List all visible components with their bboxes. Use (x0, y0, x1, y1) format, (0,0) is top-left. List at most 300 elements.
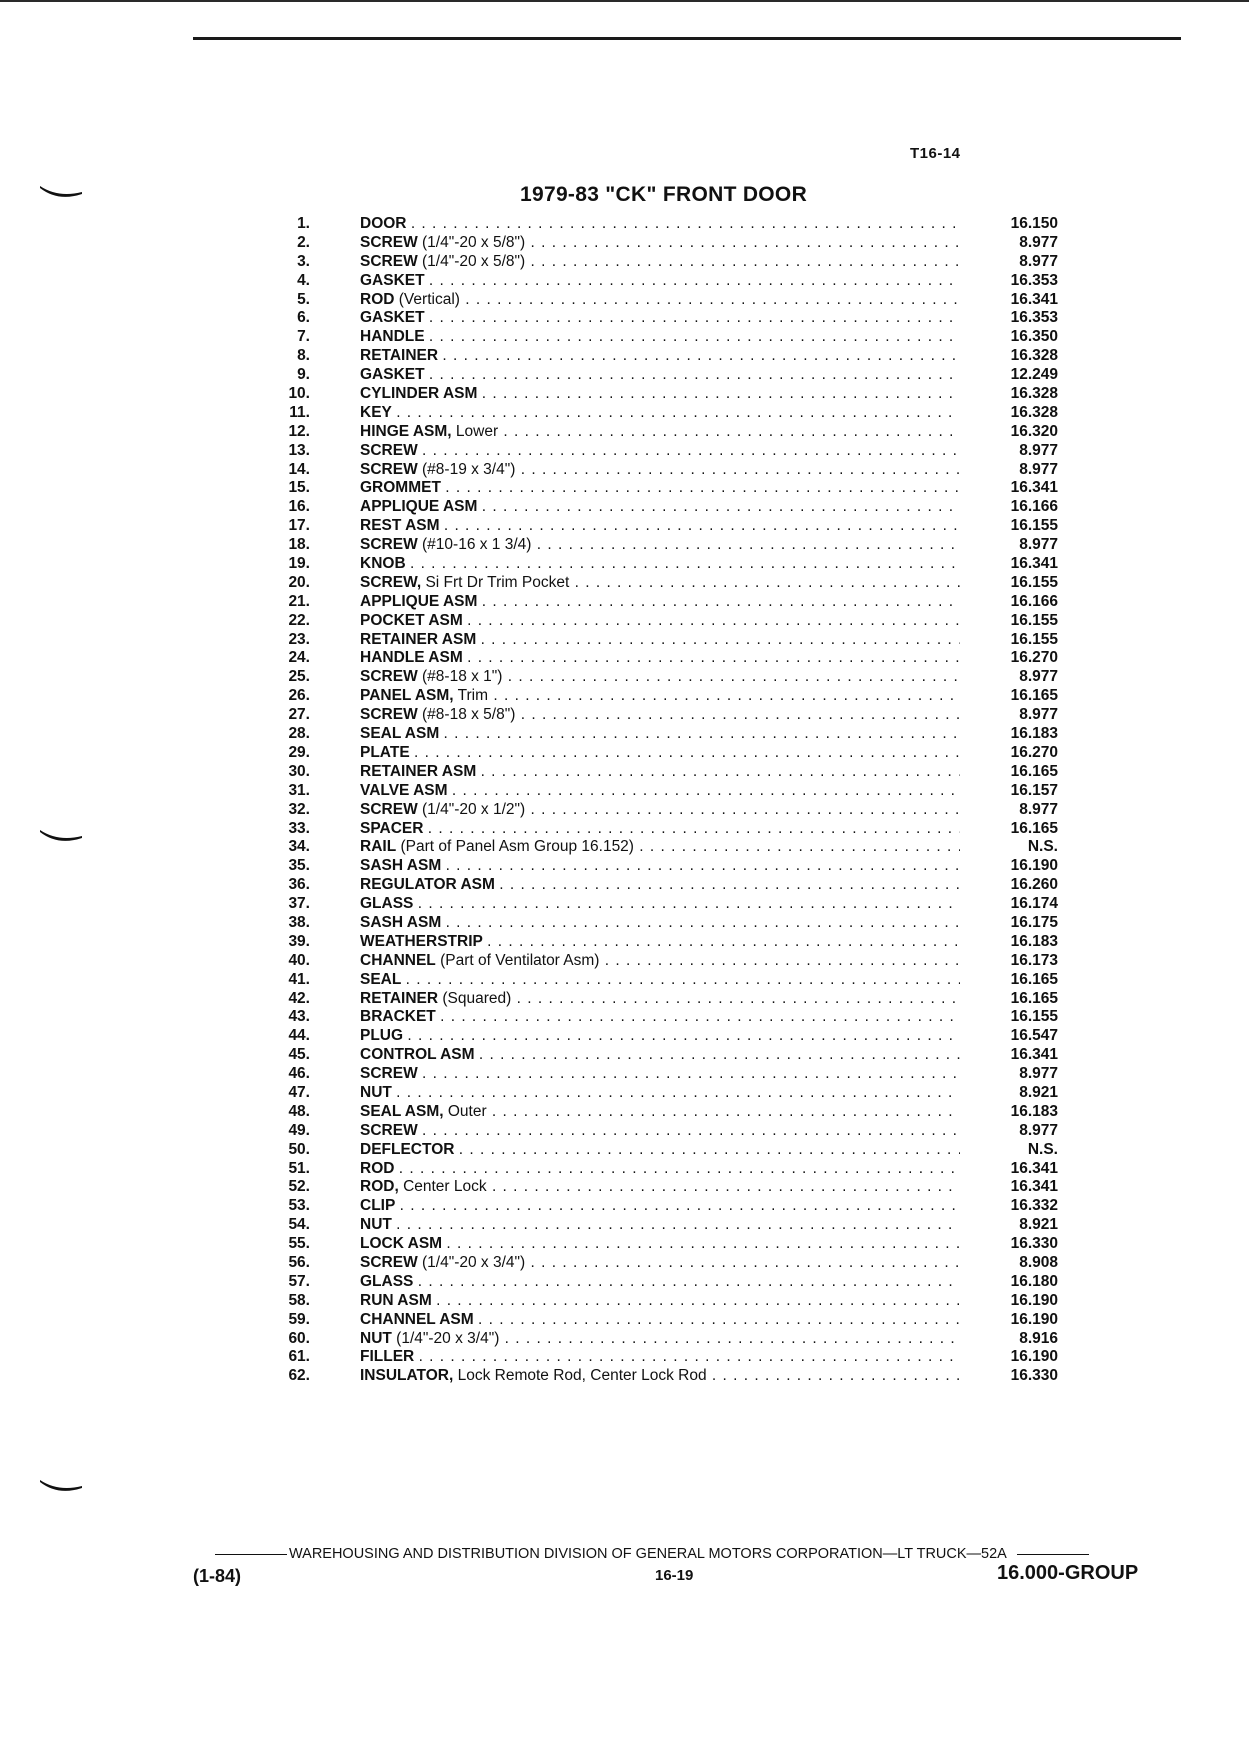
part-row (270, 1348, 1070, 1367)
part-description (360, 1027, 960, 1046)
part-name: RETAINER ASM (360, 762, 477, 780)
part-number: 49. (288, 1121, 310, 1139)
part-group-number: 16.190 (1010, 1348, 1058, 1366)
part-row (270, 782, 1070, 801)
part-row (270, 820, 1070, 839)
part-name: SCREW (360, 460, 418, 478)
part-name: GLASS (360, 895, 414, 913)
part-description (360, 309, 960, 328)
part-name: BRACKET (360, 1008, 436, 1026)
part-number: 43. (288, 1008, 310, 1026)
part-number: 39. (288, 932, 310, 950)
part-number: 30. (288, 762, 310, 780)
part-row (270, 990, 1070, 1009)
part-row (270, 1254, 1070, 1273)
part-group-number: 8.908 (1019, 1253, 1058, 1271)
part-row (270, 253, 1070, 272)
part-number: 54. (288, 1216, 310, 1234)
part-group-number: 16.341 (1010, 479, 1058, 497)
part-description (360, 366, 960, 385)
part-description (360, 838, 960, 857)
part-name: GLASS (360, 1272, 414, 1290)
part-row (270, 517, 1070, 536)
part-detail: Outer (447, 1102, 487, 1120)
part-group-number: 8.977 (1019, 800, 1058, 818)
part-row (270, 763, 1070, 782)
part-name: REST ASM (360, 517, 440, 535)
part-name: ROD, (360, 1178, 399, 1196)
part-group-number: 16.165 (1010, 970, 1058, 988)
part-detail: (1/4"-20 x 3/4") (396, 1329, 500, 1347)
part-number: 29. (288, 743, 310, 761)
part-name: SCREW (360, 1253, 418, 1271)
parts-list (270, 215, 1070, 1386)
part-group-number: 16.341 (1010, 1046, 1058, 1064)
part-group-number: N.S. (1027, 1140, 1058, 1158)
part-group-number: 16.328 (1010, 347, 1058, 365)
part-number: 3. (297, 252, 310, 270)
part-name: SCREW (360, 706, 418, 724)
part-description (360, 404, 960, 423)
part-detail: (Part of Panel Asm Group 16.152) (400, 838, 634, 856)
part-detail: Lower (455, 422, 499, 440)
part-group-number: 16.183 (1010, 725, 1058, 743)
part-row (270, 442, 1070, 461)
part-row (270, 1065, 1070, 1084)
part-description (360, 744, 960, 763)
part-name: ROD (360, 1159, 395, 1177)
part-number: 61. (288, 1348, 310, 1366)
part-row (270, 801, 1070, 820)
part-number: 48. (288, 1102, 310, 1120)
part-group-number: 8.921 (1019, 1216, 1058, 1234)
part-number: 36. (288, 876, 310, 894)
part-description (360, 1160, 960, 1179)
part-row (270, 1292, 1070, 1311)
part-row (270, 498, 1070, 517)
part-group-number: 16.353 (1010, 309, 1058, 327)
part-number: 11. (289, 403, 310, 421)
part-name: SCREW (360, 1121, 418, 1139)
part-name: HANDLE ASM (360, 649, 463, 667)
part-name: GASKET (360, 366, 425, 384)
part-name: SASH ASM (360, 913, 442, 931)
part-row (270, 1027, 1070, 1046)
part-row (270, 1216, 1070, 1235)
part-description (360, 215, 960, 234)
part-detail: (Vertical) (398, 290, 460, 308)
part-description (360, 1178, 960, 1197)
part-detail: Lock Remote Rod, Center Lock Rod (457, 1367, 707, 1385)
part-row (270, 1273, 1070, 1292)
part-number: 1. (297, 215, 310, 232)
part-group-number: 16.547 (1010, 1027, 1058, 1045)
part-number: 27. (288, 706, 310, 724)
footer-rule-left (215, 1554, 287, 1555)
part-name: HINGE ASM, (360, 422, 452, 440)
footer-rule-right (1017, 1554, 1089, 1555)
part-number: 17. (288, 517, 310, 535)
part-name: SCREW (360, 441, 418, 459)
part-number: 58. (288, 1291, 310, 1309)
part-detail: (Squared) (442, 989, 512, 1007)
part-description (360, 895, 960, 914)
part-group-number: 8.916 (1019, 1329, 1058, 1347)
part-description (360, 706, 960, 725)
part-name: NUT (360, 1329, 392, 1347)
part-name: CONTROL ASM (360, 1046, 475, 1064)
part-group-number: 16.183 (1010, 932, 1058, 950)
part-row (270, 404, 1070, 423)
part-group-number: 16.173 (1010, 951, 1058, 969)
part-name: GASKET (360, 309, 425, 327)
part-row (270, 914, 1070, 933)
part-row (270, 971, 1070, 990)
part-number: 40. (288, 951, 310, 969)
part-group-number: N.S. (1027, 838, 1058, 856)
part-description (360, 1122, 960, 1141)
part-number: 5. (297, 290, 310, 308)
part-row (270, 1197, 1070, 1216)
part-number: 51. (288, 1159, 310, 1177)
part-row (270, 555, 1070, 574)
part-number: 19. (288, 555, 310, 573)
part-detail: (#8-19 x 3/4") (422, 460, 516, 478)
part-description (360, 612, 960, 631)
part-number: 15. (288, 479, 310, 497)
part-row (270, 1084, 1070, 1103)
part-row (270, 952, 1070, 971)
part-description (360, 347, 960, 366)
part-name: CLIP (360, 1197, 396, 1215)
part-description (360, 914, 960, 933)
part-group-number: 16.260 (1010, 876, 1058, 894)
part-description (360, 631, 960, 650)
part-row (270, 1046, 1070, 1065)
binder-hole-mark (38, 184, 84, 202)
part-row (270, 706, 1070, 725)
part-name: KEY (360, 403, 392, 421)
part-name: SCREW (360, 668, 418, 686)
part-number: 37. (288, 895, 310, 913)
part-row (270, 1367, 1070, 1386)
part-description (360, 574, 960, 593)
part-number: 28. (288, 725, 310, 743)
part-group-number: 8.977 (1019, 233, 1058, 251)
part-row (270, 1122, 1070, 1141)
part-name: CHANNEL ASM (360, 1310, 474, 1328)
part-number: 13. (288, 441, 310, 459)
part-row (270, 461, 1070, 480)
part-row (270, 347, 1070, 366)
part-group-number: 8.977 (1019, 441, 1058, 459)
part-number: 47. (288, 1083, 310, 1101)
part-group-number: 16.180 (1010, 1272, 1058, 1290)
part-row (270, 876, 1070, 895)
page-code: T16-14 (910, 145, 961, 162)
part-description (360, 1046, 960, 1065)
part-group-number: 16.341 (1010, 1178, 1058, 1196)
part-detail: (1/4"-20 x 3/4") (422, 1253, 526, 1271)
part-description (360, 933, 960, 952)
part-number: 16. (288, 498, 310, 516)
part-number: 34. (288, 838, 310, 856)
part-number: 35. (288, 857, 310, 875)
part-number: 50. (288, 1140, 310, 1158)
part-description (360, 1292, 960, 1311)
part-name: RETAINER (360, 347, 439, 365)
part-name: NUT (360, 1216, 392, 1234)
part-row (270, 593, 1070, 612)
part-row (270, 933, 1070, 952)
part-row (270, 234, 1070, 253)
part-description (360, 423, 960, 442)
part-group-number: 16.320 (1010, 422, 1058, 440)
part-number: 14. (288, 460, 310, 478)
part-description (360, 1141, 960, 1160)
part-description (360, 1254, 960, 1273)
part-description (360, 517, 960, 536)
part-name: CHANNEL (360, 951, 436, 969)
part-description (360, 668, 960, 687)
part-row (270, 328, 1070, 347)
part-number: 6. (297, 309, 310, 327)
part-group-number: 8.921 (1019, 1083, 1058, 1101)
part-group-number: 8.977 (1019, 1121, 1058, 1139)
footer-date: (1-84) (193, 1566, 242, 1586)
part-group-number: 8.977 (1019, 536, 1058, 554)
part-description (360, 234, 960, 253)
part-description (360, 328, 960, 347)
part-name: PANEL ASM, (360, 687, 454, 705)
part-group-number: 8.977 (1019, 460, 1058, 478)
top-edge-line (0, 0, 1249, 2)
part-number: 33. (288, 819, 310, 837)
part-row (270, 668, 1070, 687)
part-name: POCKET ASM (360, 611, 463, 629)
part-group-number: 16.341 (1010, 1159, 1058, 1177)
part-description (360, 876, 960, 895)
binder-hole-mark (38, 828, 84, 846)
part-detail: (1/4"-20 x 5/8") (422, 252, 526, 270)
part-name: LOCK ASM (360, 1235, 443, 1253)
part-detail: (1/4"-20 x 5/8") (422, 233, 526, 251)
part-name: APPLIQUE ASM (360, 592, 478, 610)
part-description (360, 1103, 960, 1122)
part-name: SCREW (360, 536, 418, 554)
part-row (270, 1103, 1070, 1122)
part-number: 44. (288, 1027, 310, 1045)
part-description (360, 1065, 960, 1084)
part-group-number: 16.175 (1010, 913, 1058, 931)
part-description (360, 272, 960, 291)
part-row (270, 895, 1070, 914)
part-number: 57. (288, 1272, 310, 1290)
part-detail: Si Frt Dr Trim Pocket (425, 573, 570, 591)
part-number: 31. (288, 781, 310, 799)
part-description (360, 1197, 960, 1216)
part-name: PLUG (360, 1027, 404, 1045)
part-row (270, 574, 1070, 593)
part-row (270, 1235, 1070, 1254)
part-row (270, 612, 1070, 631)
part-description (360, 857, 960, 876)
part-description (360, 1330, 960, 1349)
part-description (360, 593, 960, 612)
footer-division: WAREHOUSING AND DISTRIBUTION DIVISION OF GENERAL MOTORS CORPORATION—LT TRUCK—52A (289, 1546, 1007, 1562)
part-description (360, 649, 960, 668)
part-description (360, 442, 960, 461)
part-number: 23. (288, 630, 310, 648)
part-row (270, 1311, 1070, 1330)
part-number: 8. (297, 347, 310, 365)
part-row (270, 1160, 1070, 1179)
part-description (360, 990, 960, 1009)
part-number: 55. (288, 1235, 310, 1253)
part-name: VALVE ASM (360, 781, 448, 799)
part-group-number: 8.977 (1019, 252, 1058, 270)
part-row (270, 631, 1070, 650)
part-group-number: 16.165 (1010, 687, 1058, 705)
binder-hole-mark (38, 1478, 84, 1496)
part-description (360, 1084, 960, 1103)
part-number: 20. (288, 573, 310, 591)
part-group-number: 16.330 (1010, 1367, 1058, 1385)
part-name: SCREW (360, 252, 418, 270)
part-name: RETAINER (360, 989, 439, 1007)
part-number: 22. (288, 611, 310, 629)
part-number: 7. (297, 328, 310, 346)
part-row (270, 366, 1070, 385)
part-description (360, 461, 960, 480)
part-row (270, 744, 1070, 763)
part-group-number: 16.328 (1010, 403, 1058, 421)
part-row (270, 479, 1070, 498)
part-group-number: 16.350 (1010, 328, 1058, 346)
part-name: SCREW (360, 800, 418, 818)
part-name: INSULATOR, (360, 1367, 454, 1385)
part-group-number: 16.341 (1010, 555, 1058, 573)
part-name: REGULATOR ASM (360, 876, 495, 894)
part-row (270, 423, 1070, 442)
part-detail: Center Lock (403, 1178, 487, 1196)
part-number: 24. (288, 649, 310, 667)
part-group-number: 16.190 (1010, 1310, 1058, 1328)
part-description (360, 1235, 960, 1254)
part-name: GROMMET (360, 479, 441, 497)
part-number: 4. (297, 271, 310, 289)
part-name: SEAL ASM, (360, 1102, 444, 1120)
part-name: NUT (360, 1083, 392, 1101)
part-description (360, 1008, 960, 1027)
part-row (270, 838, 1070, 857)
part-number: 25. (288, 668, 310, 686)
part-row (270, 536, 1070, 555)
part-number: 18. (288, 536, 310, 554)
part-row (270, 385, 1070, 404)
part-row (270, 291, 1070, 310)
part-name: GASKET (360, 271, 425, 289)
part-number: 62. (288, 1367, 310, 1385)
part-row (270, 215, 1070, 234)
part-name: RAIL (360, 838, 397, 856)
part-group-number: 16.155 (1010, 611, 1058, 629)
part-group-number: 16.166 (1010, 592, 1058, 610)
footer-page-number: 16-19 (655, 1567, 694, 1584)
part-group-number: 16.165 (1010, 989, 1058, 1007)
part-name: RETAINER ASM (360, 630, 477, 648)
part-description (360, 801, 960, 820)
part-description (360, 1311, 960, 1330)
part-name: DOOR (360, 215, 407, 232)
part-detail: (1/4"-20 x 1/2") (422, 800, 526, 818)
part-name: ROD (360, 290, 395, 308)
part-name: SCREW (360, 1065, 418, 1083)
part-number: 56. (288, 1253, 310, 1271)
part-group-number: 16.174 (1010, 895, 1058, 913)
part-row (270, 309, 1070, 328)
part-group-number: 16.341 (1010, 290, 1058, 308)
part-number: 60. (288, 1329, 310, 1347)
part-number: 38. (288, 913, 310, 931)
part-row (270, 857, 1070, 876)
part-group-number: 16.270 (1010, 649, 1058, 667)
part-name: SCREW (360, 233, 418, 251)
part-detail: (#10-16 x 1 3/4) (422, 536, 532, 554)
part-description (360, 498, 960, 517)
part-number: 52. (288, 1178, 310, 1196)
part-group-number: 8.977 (1019, 668, 1058, 686)
document-title: 1979-83 "CK" FRONT DOOR (520, 183, 808, 206)
part-name: APPLIQUE ASM (360, 498, 478, 516)
part-row (270, 1330, 1070, 1349)
part-description (360, 725, 960, 744)
part-name: HANDLE (360, 328, 425, 346)
part-number: 42. (288, 989, 310, 1007)
part-group-number: 16.328 (1010, 385, 1058, 403)
part-detail: (Part of Ventilator Asm) (440, 951, 600, 969)
part-description (360, 1348, 960, 1367)
part-description (360, 1367, 960, 1386)
part-number: 32. (288, 800, 310, 818)
part-description (360, 385, 960, 404)
part-number: 45. (288, 1046, 310, 1064)
part-group-number: 16.155 (1010, 573, 1058, 591)
part-description (360, 971, 960, 990)
part-description (360, 555, 960, 574)
part-group-number: 16.332 (1010, 1197, 1058, 1215)
part-name: FILLER (360, 1348, 415, 1366)
part-group-number: 16.155 (1010, 517, 1058, 535)
part-group-number: 16.165 (1010, 762, 1058, 780)
part-number: 59. (288, 1310, 310, 1328)
part-description (360, 479, 960, 498)
part-name: SEAL ASM (360, 725, 440, 743)
footer-group: 16.000-GROUP (997, 1562, 1139, 1584)
part-group-number: 16.353 (1010, 271, 1058, 289)
part-group-number: 16.166 (1010, 498, 1058, 516)
part-number: 41. (288, 970, 310, 988)
part-group-number: 16.157 (1010, 781, 1058, 799)
part-row (270, 725, 1070, 744)
part-row (270, 272, 1070, 291)
part-row (270, 1008, 1070, 1027)
part-row (270, 649, 1070, 668)
part-group-number: 16.183 (1010, 1102, 1058, 1120)
part-name: SASH ASM (360, 857, 442, 875)
part-description (360, 291, 960, 310)
part-description (360, 763, 960, 782)
